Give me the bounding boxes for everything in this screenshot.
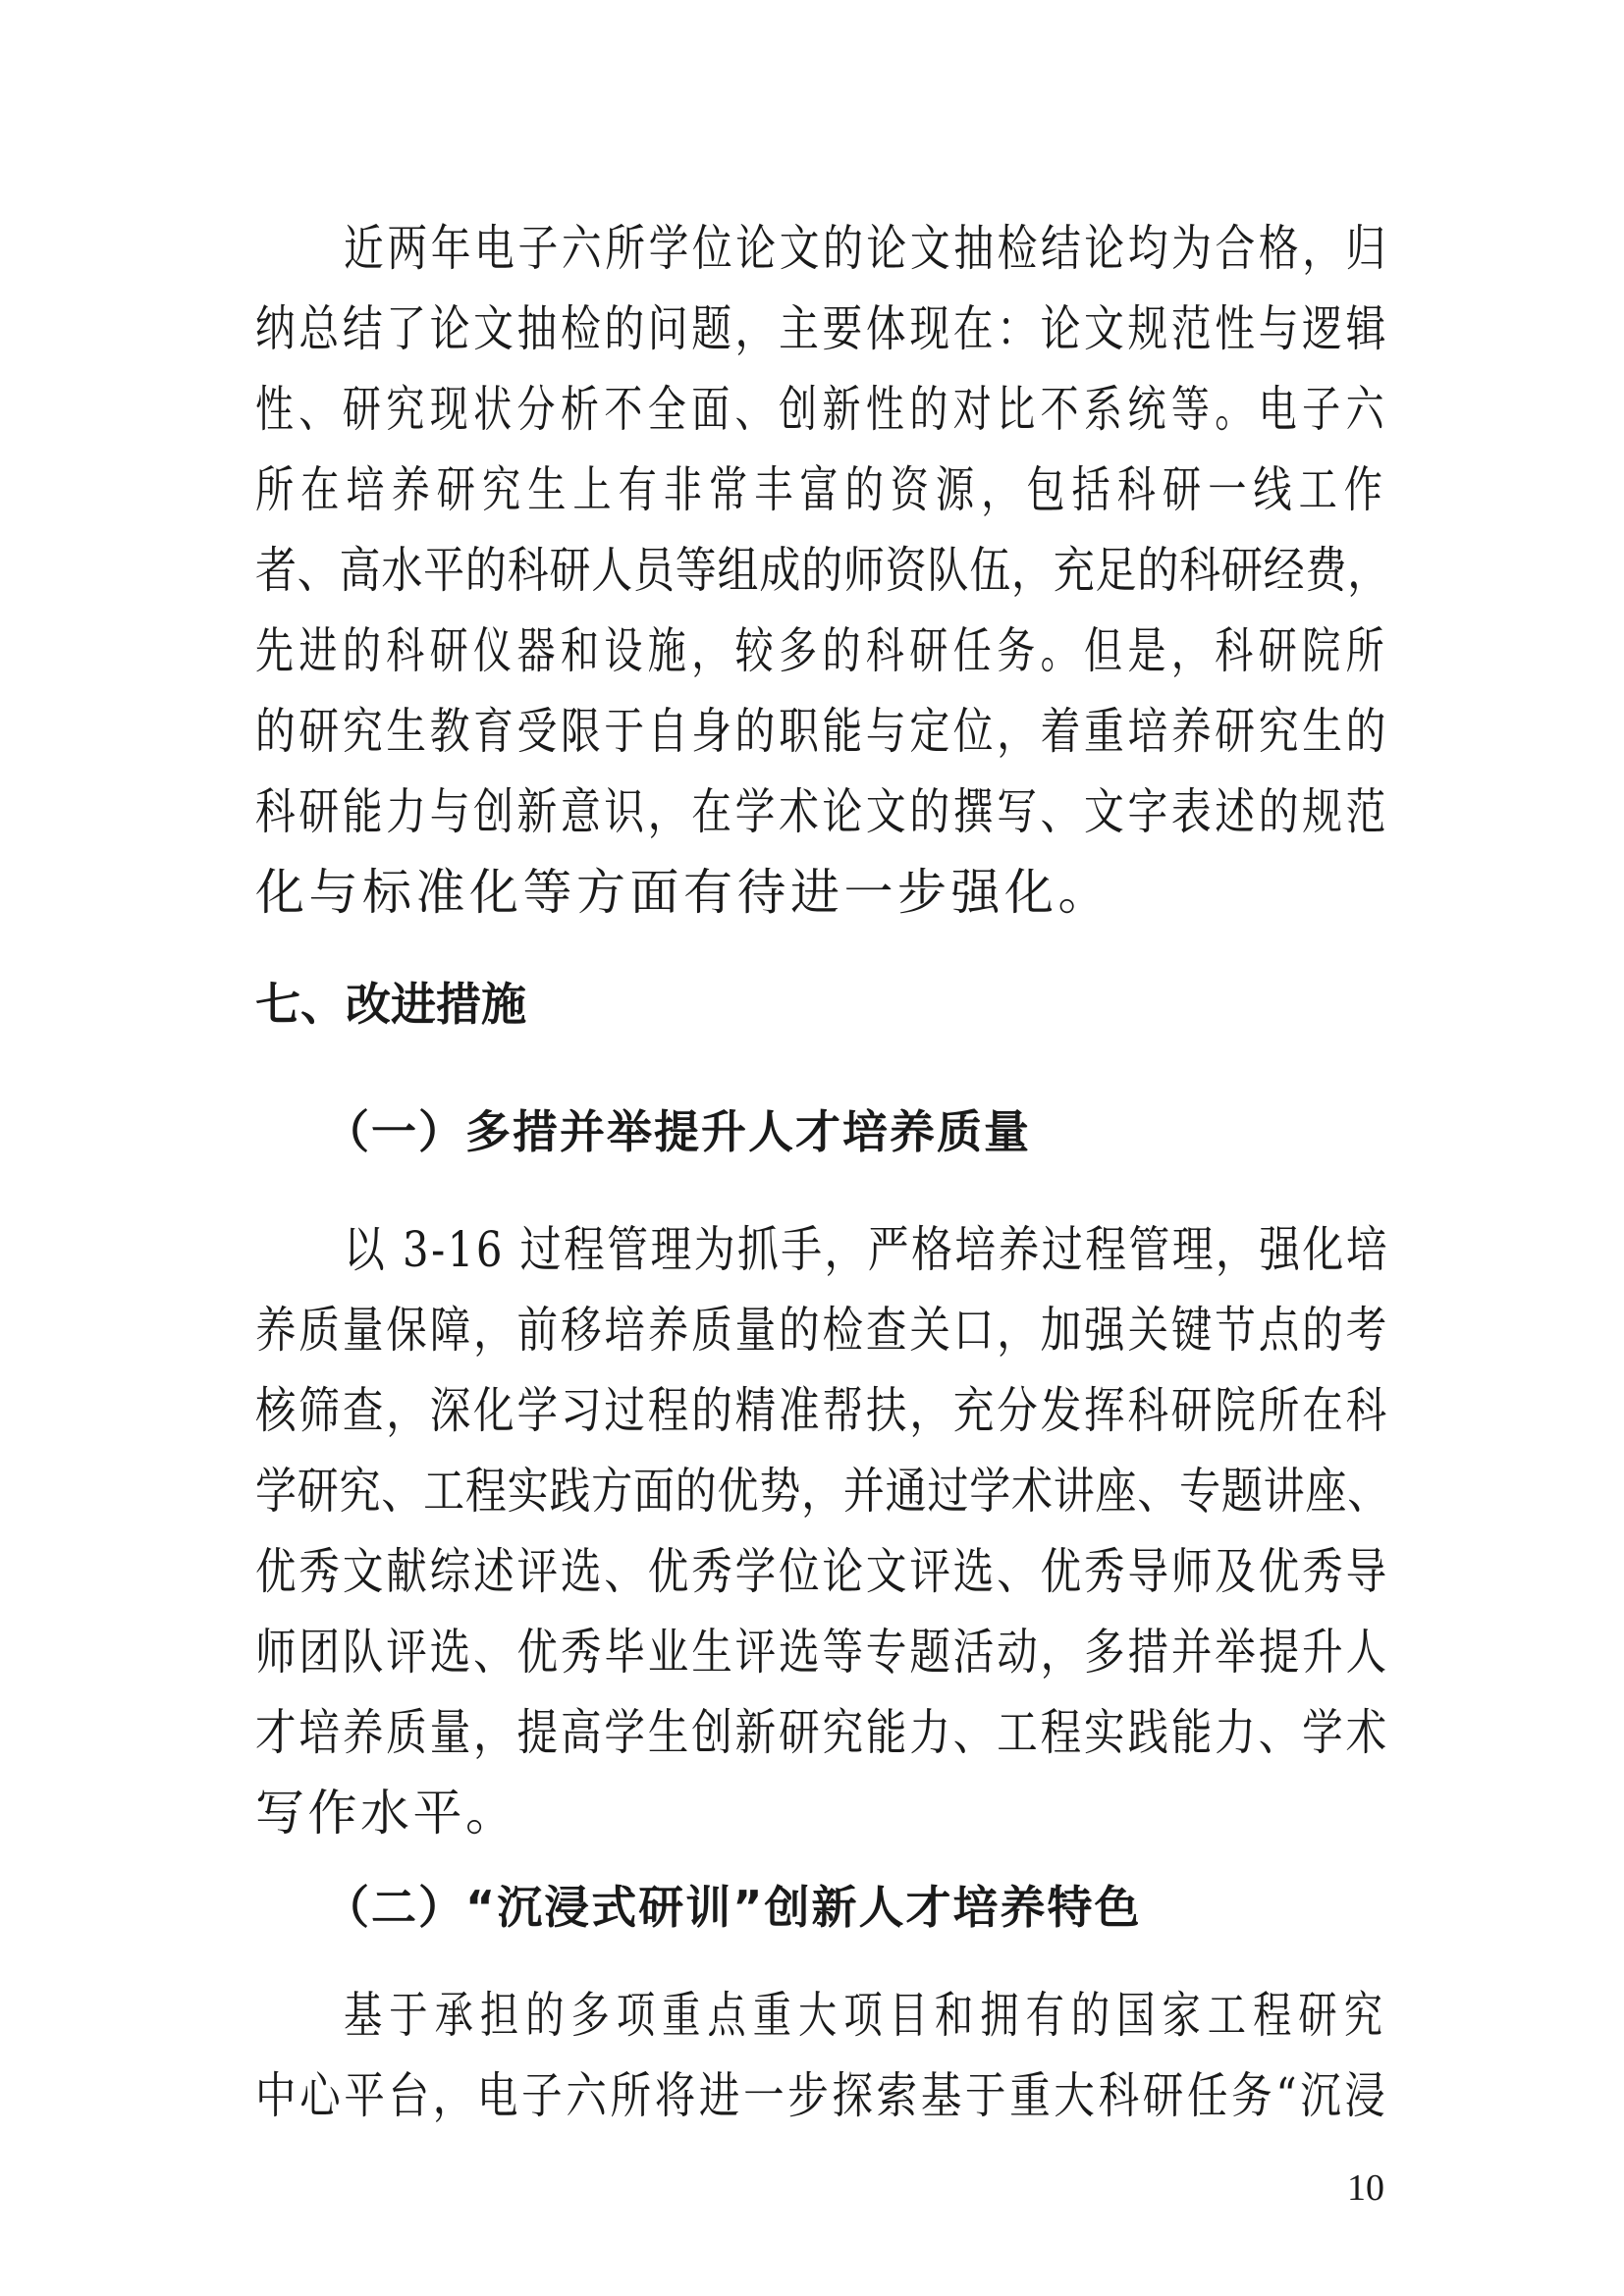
paragraph-line: 性、研究现状分析不全面、创新性的对比不系统等。电子六: [255, 381, 1389, 438]
paragraph-line: 化与标准化等方面有待进一步强化。: [255, 864, 1111, 921]
paragraph-line: 养质量保障，前移培养质量的检查关口，加强关键节点的考: [255, 1302, 1389, 1359]
paragraph-line: 的研究生教育受限于自身的职能与定位，着重培养研究生的: [255, 703, 1389, 760]
paragraph-line: 近两年电子六所学位论文的论文抽检结论均为合格，归: [344, 220, 1389, 277]
paragraph-line: 先进的科研仪器和设施，较多的科研任务。但是，科研院所: [255, 622, 1389, 679]
paragraph-line: 所在培养研究生上有非常丰富的资源，包括科研一线工作: [255, 461, 1389, 518]
subsection-title: （二）“沉浸式研训”创新人才培养特色: [324, 1881, 1142, 1934]
paragraph-line: 核筛查，深化学习过程的精准帮扶，充分发挥科研院所在科: [255, 1382, 1389, 1439]
paragraph-line: 以 3-16 过程管理为抓手，严格培养过程管理，强化培: [344, 1221, 1390, 1278]
paragraph-line: 纳总结了论文抽检的问题，主要体现在：论文规范性与逻辑: [255, 300, 1389, 357]
section-heading: 七、改进措施: [255, 978, 526, 1031]
paragraph-line: 学研究、工程实践方面的优势，并通过学术讲座、专题讲座、: [255, 1463, 1389, 1520]
paragraph-line: 优秀文献综述评选、优秀学位论文评选、优秀导师及优秀导: [255, 1543, 1389, 1600]
paragraph-line: 才培养质量，提高学生创新研究能力、工程实践能力、学术: [255, 1704, 1389, 1761]
paragraph-line: 中心平台，电子六所将进一步探索基于重大科研任务“沉浸: [255, 2067, 1389, 2124]
paragraph-line: 者、高水平的科研人员等组成的师资队伍，充足的科研经费，: [255, 542, 1389, 599]
subsection-title: （一）多措并举提升人才培养质量: [324, 1105, 1031, 1158]
paragraph-line: 基于承担的多项重点重大项目和拥有的国家工程研究: [344, 1987, 1389, 2044]
paragraph-line: 师团队评选、优秀毕业生评选等专题活动，多措并举提升人: [255, 1624, 1389, 1681]
page-number: 10: [1347, 2167, 1384, 2209]
paragraph-line: 写作水平。: [255, 1785, 518, 1842]
paragraph-line: 科研能力与创新意识，在学术论文的撰写、文字表述的规范: [255, 783, 1389, 840]
